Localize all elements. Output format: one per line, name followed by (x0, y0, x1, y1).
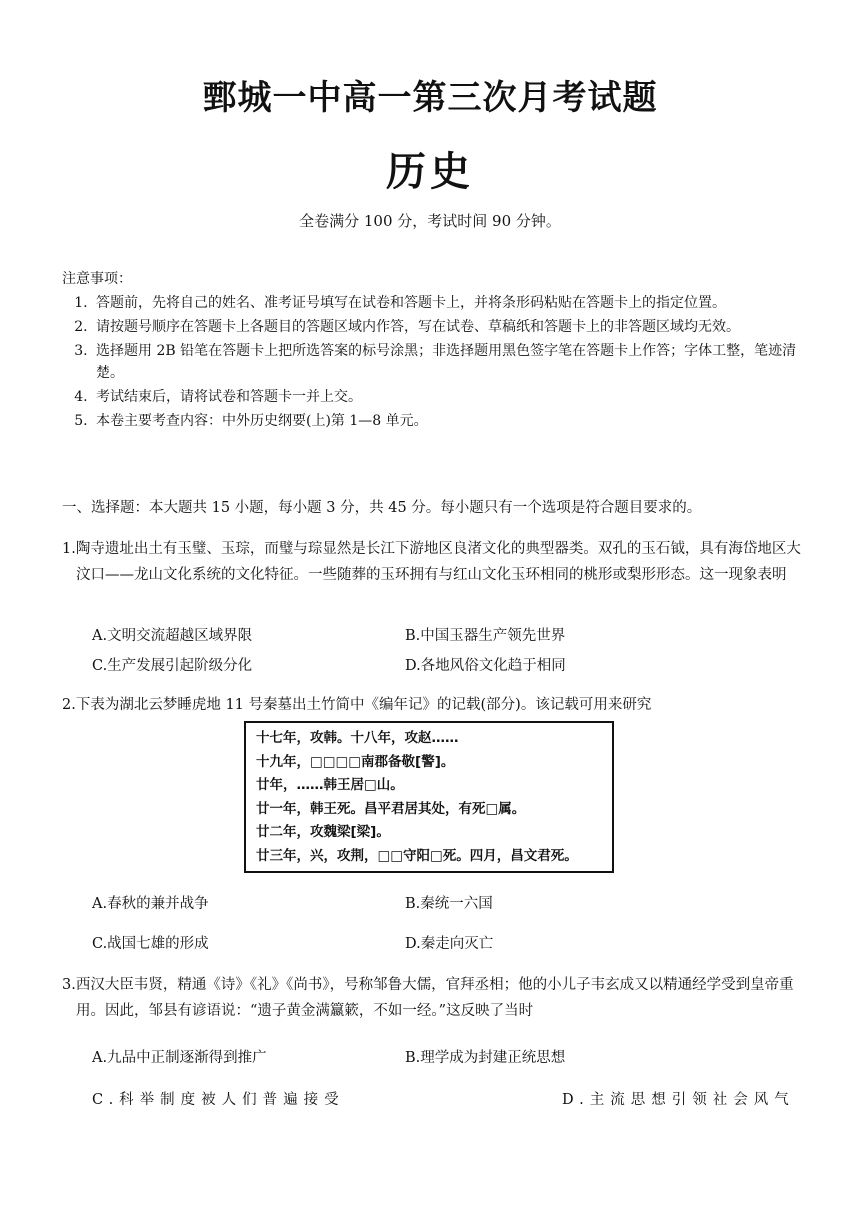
option-c: C.科举制度被人们普遍接受 (92, 1092, 345, 1108)
bamboo-slip-record-table (244, 721, 614, 873)
record-line: 廿年，……韩王居□山。 (256, 777, 404, 793)
question-1 (62, 536, 802, 588)
option-d: D.主流思想引领社会风气 (562, 1092, 795, 1108)
option-d: D.各地风俗文化趋于相同 (405, 658, 566, 674)
question-2 (62, 692, 802, 718)
record-line: 十九年，□□□□南郡备敬[警]。 (256, 753, 455, 770)
option-b: B.中国玉器生产领先世界 (405, 628, 566, 644)
notice-item: 5. 本卷主要考查内容：中外历史纲要(上)第 1—8 单元。 (92, 410, 807, 432)
notice-title: 注意事项： (62, 271, 132, 287)
notice-item: 4. 考试结束后，请将试卷和答题卡一并上交。 (92, 386, 807, 408)
section-heading: 一、选择题：本大题共 15 小题，每小题 3 分，共 45 分。每小题只有一个选项是符合题目要求的。 (62, 500, 702, 516)
question-stem: 1.陶寺遗址出土有玉璧、玉琮，而璧与琮显然是长江下游地区良渚文化的典型器类。双孔的玉石钺，具有海岱地区大汶口——龙山文化系统的文化特征。一些随葬的玉环拥有与红山文化玉环相同的桃形或梨形形态。这一现象表明 (62, 541, 801, 583)
subject-title: 历史 (386, 148, 474, 195)
option-a: A.春秋的兼并战争 (92, 896, 209, 912)
question-3 (62, 972, 802, 1024)
option-c: C.战国七雄的形成 (92, 936, 209, 952)
question-stem: 3.西汉大臣韦贤，精通《诗》《礼》《尚书》，号称邹鲁大儒，官拜丞相；他的小儿子韦玄成又以精通经学受到皇帝重用。因此，邹县有谚语说：“遗子黄金满籝簌，不如一经。”这反映了当时 (62, 977, 794, 1019)
record-line: 十七年，攻韩。十八年，攻赵…… (256, 730, 459, 746)
notice-item: 2. 请按题号顺序在答题卡上各题目的答题区域内作答，写在试卷、草稿纸和答题卡上的非答题区域均无效。 (92, 316, 807, 338)
page-title: 鄄城一中高一第三次月考试题 (202, 78, 658, 118)
option-b: B.秦统一六国 (405, 896, 493, 912)
record-line: 廿三年，兴，攻荆，□□守阳□死。四月，昌文君死。 (256, 847, 578, 864)
notice-item: 3. 选择题用 2B 铅笔在答题卡上把所选答案的标号涂黑；非选择题用黑色签字笔在答题卡上作答；字体工整，笔迹清楚。 (92, 340, 807, 384)
option-a: A.九品中正制逐渐得到推广 (92, 1050, 267, 1066)
exam-info: 全卷满分 100 分，考试时间 90 分钟。 (299, 212, 561, 230)
notice-list (62, 292, 807, 432)
notice-block (62, 268, 807, 434)
option-a: A.文明交流超越区域界限 (92, 628, 253, 644)
record-line: 廿一年，韩王死。昌平君居其处，有死□属。 (256, 800, 526, 817)
option-d: D.秦走向灭亡 (405, 936, 494, 952)
option-b: B.理学成为封建正统思想 (405, 1050, 566, 1066)
option-c: C.生产发展引起阶级分化 (92, 658, 253, 674)
notice-item: 1. 答题前，先将自己的姓名、准考证号填写在试卷和答题卡上，并将条形码粘贴在答题卡上的指定位置。 (92, 292, 807, 314)
record-line: 廿二年，攻魏梁[梁]。 (256, 824, 390, 840)
question-stem: 2.下表为湖北云梦睡虎地 11 号秦墓出土竹简中《编年记》的记载(部分)。该记载可用来研究 (62, 697, 652, 713)
